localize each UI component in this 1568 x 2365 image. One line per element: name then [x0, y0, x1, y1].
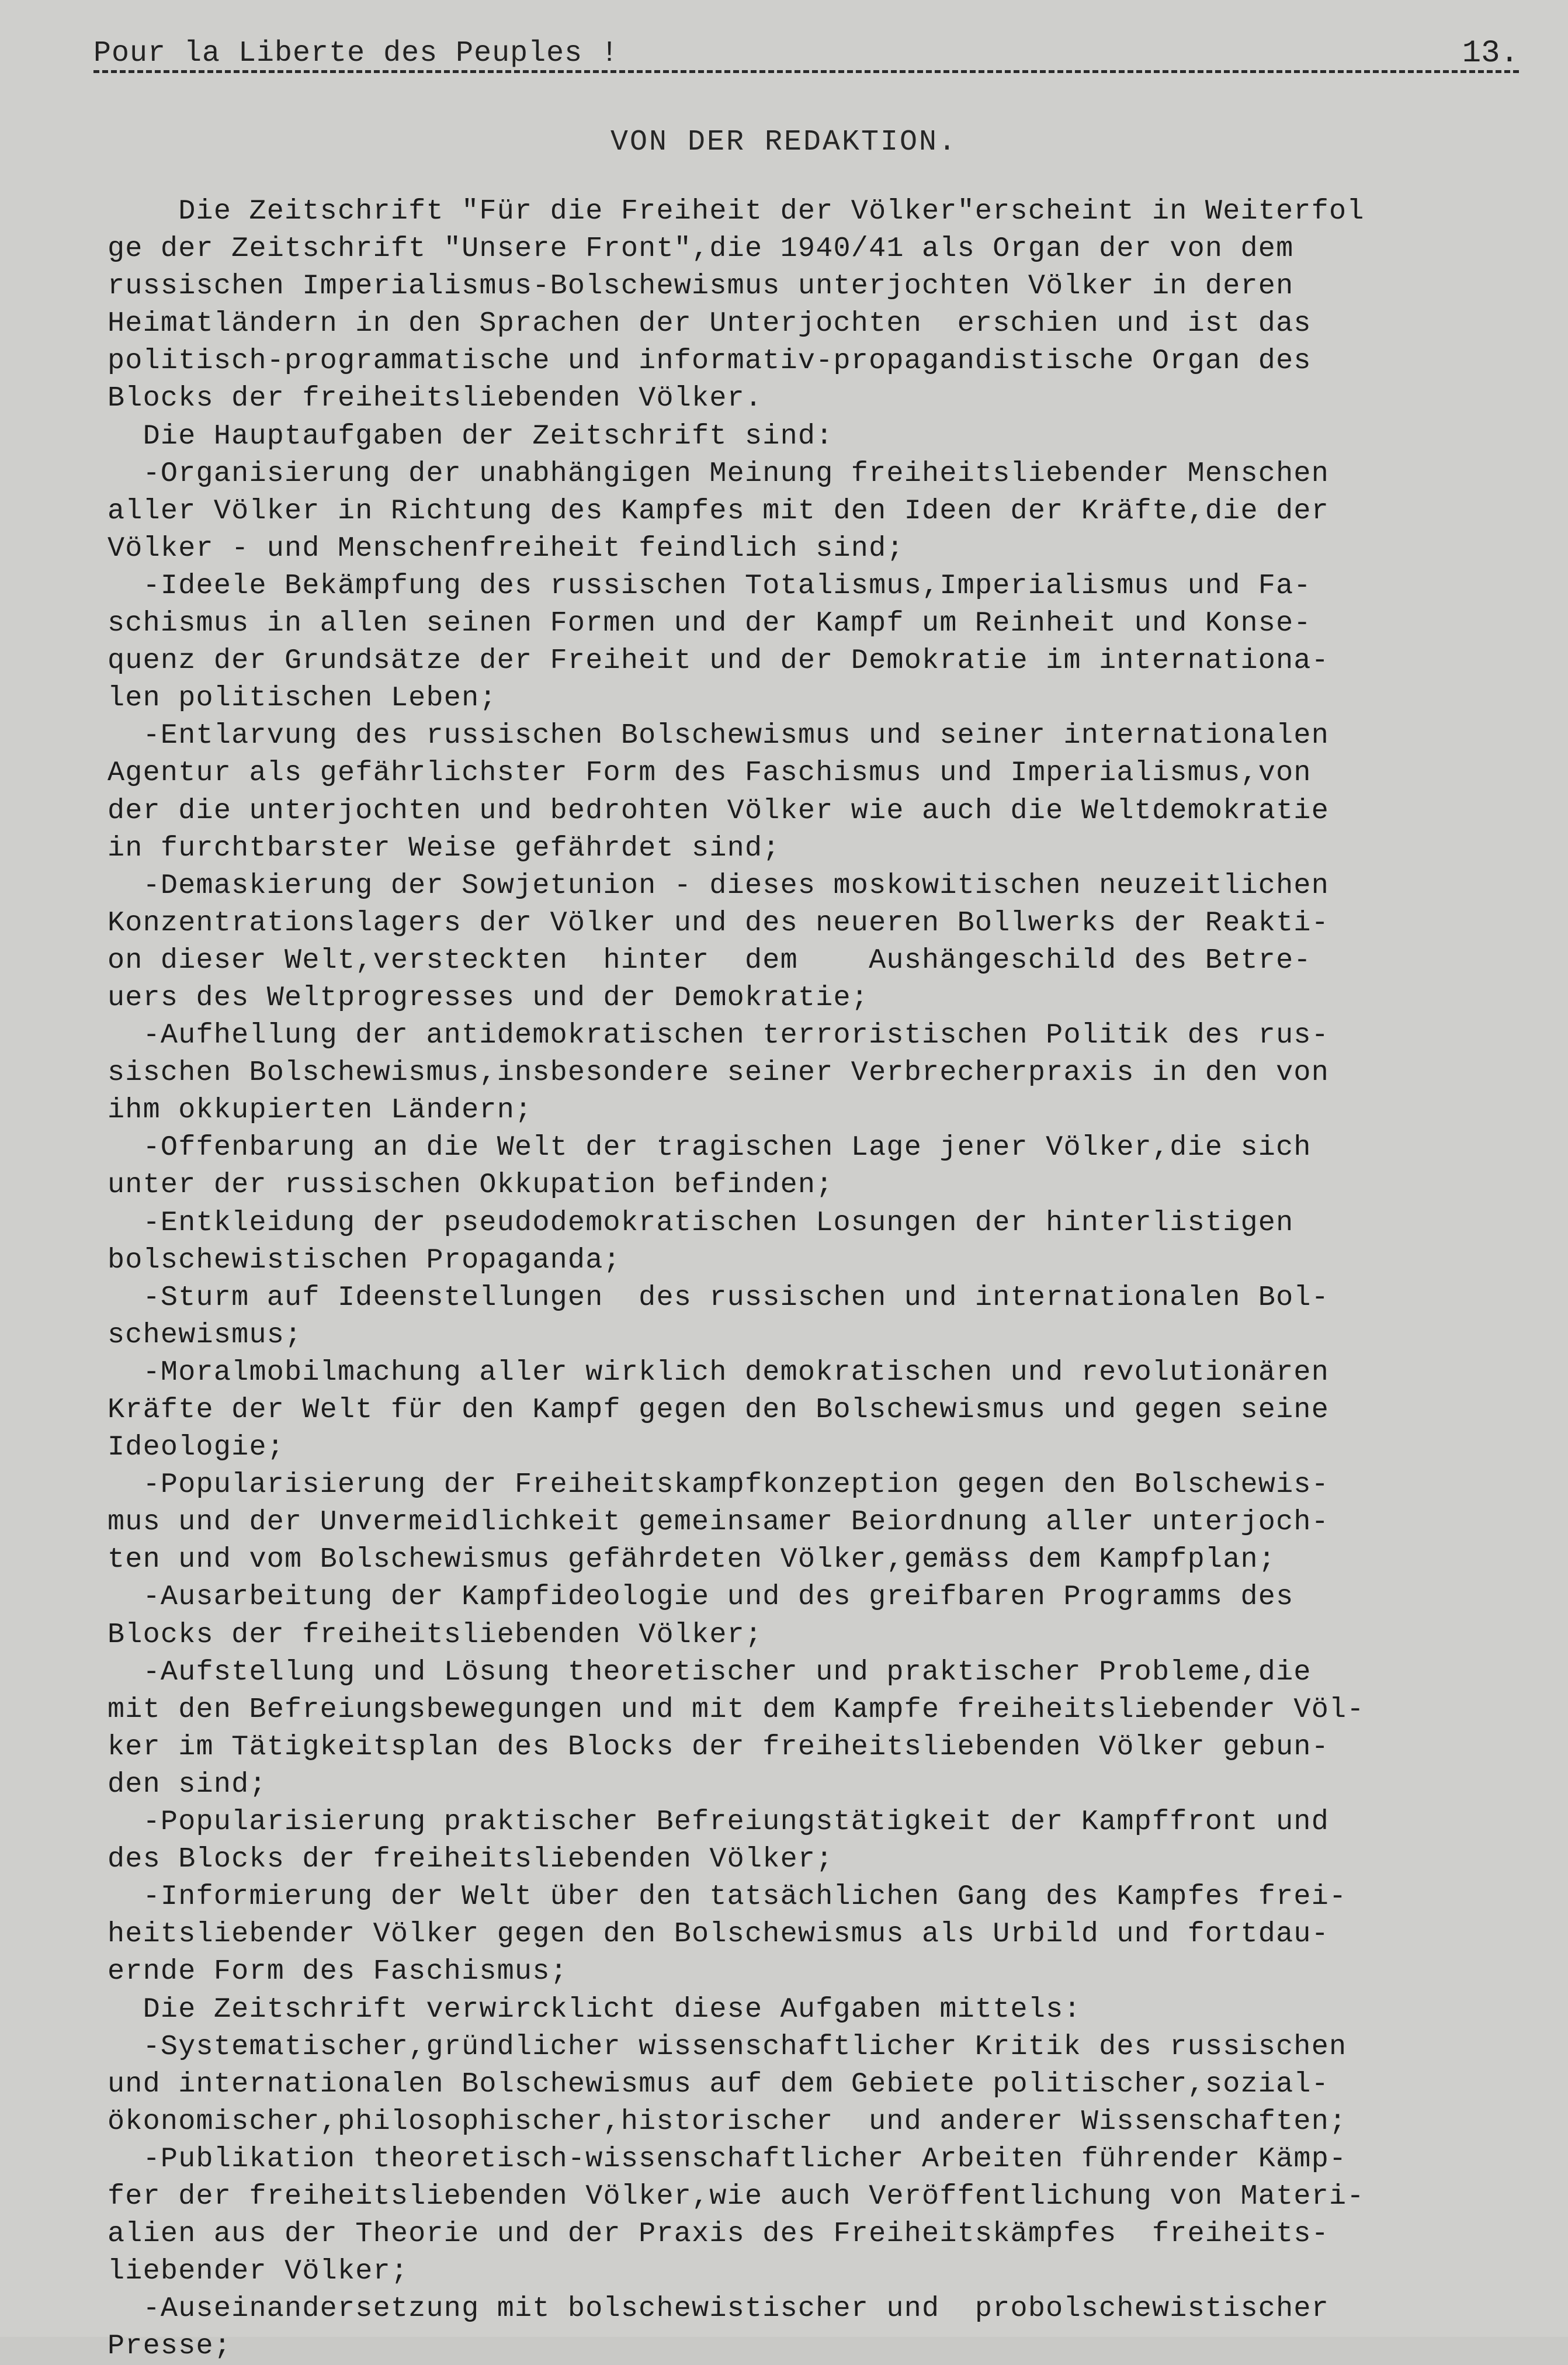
- text-line: -Aufstellung und Lösung theoretischer und praktischer Probleme,die: [107, 1656, 1312, 1688]
- text-line: Die Zeitschrift verwircklicht diese Aufgaben mittels:: [107, 1993, 1081, 2025]
- text-line: -Ideele Bekämpfung des russischen Totalismus,Imperialismus und Fa-: [107, 569, 1312, 602]
- text-line: -Popularisierung praktischer Befreiungstätigkeit der Kampffront und: [107, 1806, 1330, 1838]
- page-header: [93, 36, 1519, 71]
- text-line: mit den Befreiungsbewegungen und mit dem Kampfe freiheitsliebender Völ-: [107, 1693, 1365, 1726]
- text-line: sischen Bolschewismus,insbesondere seiner Verbrecherpraxis in den von: [107, 1057, 1330, 1089]
- text-line: heitsliebender Völker gegen den Bolschewismus als Urbild und fortdau-: [107, 1918, 1330, 1951]
- text-line: schismus in allen seinen Formen und der Kampf um Reinheit und Konse-: [107, 607, 1312, 640]
- text-line: ernde Form des Faschismus;: [107, 1955, 568, 1988]
- text-line: len politischen Leben;: [107, 682, 497, 715]
- text-line: Agentur als gefährlichster Form des Faschismus und Imperialismus,von: [107, 757, 1312, 790]
- text-line: Kräfte der Welt für den Kampf gegen den Bolschewismus und gegen seine: [107, 1394, 1330, 1426]
- text-line: -Entlarvung des russischen Bolschewismus und seiner internationalen: [107, 719, 1330, 752]
- text-line: -Entkleidung der pseudodemokratischen Losungen der hinterlistigen: [107, 1206, 1294, 1239]
- text-line: -Systematischer,gründlicher wissenschaftlicher Kritik des russischen: [107, 2030, 1347, 2063]
- text-line: -Moralmobilmachung aller wirklich demokratischen und revolutionären: [107, 1356, 1330, 1388]
- text-line: und internationalen Bolschewismus auf dem Gebiete politischer,sozial-: [107, 2068, 1330, 2100]
- text-line: liebender Völker;: [107, 2255, 409, 2288]
- text-line: ihm okkupierten Ländern;: [107, 1094, 533, 1127]
- text-line: -Auseinandersetzung mit bolschewistischer und probolschewistischer: [107, 2293, 1330, 2325]
- header-title: Pour la Liberte des Peuples !: [93, 37, 619, 70]
- text-line: schewismus;: [107, 1318, 303, 1351]
- text-line: Heimatländern in den Sprachen der Unterjochten erschien und ist das: [107, 307, 1312, 340]
- text-line: -Aufhellung der antidemokratischen terroristischen Politik des rus-: [107, 1019, 1330, 1052]
- text-line: politisch-programmatische und informativ-propagandistische Organ des: [107, 345, 1312, 378]
- body-text: [107, 193, 1533, 2365]
- text-line: des Blocks der freiheitsliebenden Völker;: [107, 1843, 834, 1876]
- text-line: ökonomischer,philosophischer,historischer und anderer Wissenschaften;: [107, 2105, 1347, 2138]
- text-line: uers des Weltprogresses und der Demokratie;: [107, 981, 869, 1014]
- text-line: -Offenbarung an die Welt der tragischen Lage jener Völker,die sich: [107, 1131, 1312, 1164]
- section-heading: VON DER REDAKTION.: [610, 126, 958, 159]
- text-line: -Publikation theoretisch-wissenschaftlicher Arbeiten führender Kämp-: [107, 2142, 1347, 2175]
- text-line: -Organisierung der unabhängigen Meinung freiheitsliebender Menschen: [107, 457, 1330, 490]
- text-line: ge der Zeitschrift "Unsere Front",die 1940/41 als Organ der von dem: [107, 233, 1294, 265]
- text-line: Die Zeitschrift "Für die Freiheit der Völker"erscheint in Weiterfol: [107, 195, 1365, 227]
- text-line: -Informierung der Welt über den tatsächlichen Gang des Kampfes frei-: [107, 1881, 1347, 1913]
- text-line: den sind;: [107, 1768, 267, 1800]
- text-line: alien aus der Theorie und der Praxis des Freiheitskämpfes freiheits-: [107, 2218, 1330, 2250]
- text-line: Konzentrationslagers der Völker und des neueren Bollwerks der Reakti-: [107, 906, 1330, 939]
- text-line: -Demaskierung der Sowjetunion - dieses moskowitischen neuzeitlichen: [107, 869, 1330, 902]
- text-line: on dieser Welt,versteckten hinter dem Aushängeschild des Betre-: [107, 944, 1312, 977]
- text-line: ker im Tätigkeitsplan des Blocks der freiheitsliebenden Völker gebun-: [107, 1730, 1330, 1763]
- text-line: unter der russischen Okkupation befinden;: [107, 1169, 834, 1201]
- text-line: aller Völker in Richtung des Kampfes mit den Ideen der Kräfte,die der: [107, 494, 1330, 527]
- header-dashed-rule: [93, 70, 1519, 73]
- text-line: Blocks der freiheitsliebenden Völker.: [107, 382, 763, 415]
- page-number: 13.: [1462, 36, 1519, 71]
- text-line: russischen Imperialismus-Bolschewismus unterjochten Völker in deren: [107, 270, 1294, 303]
- text-line: -Popularisierung der Freiheitskampfkonzeption gegen den Bolschewis-: [107, 1469, 1330, 1501]
- text-line: fer der freiheitsliebenden Völker,wie auch Veröffentlichung von Materi-: [107, 2180, 1365, 2212]
- text-line: in furchtbarster Weise gefährdet sind;: [107, 832, 780, 864]
- text-line: mus und der Unvermeidlichkeit gemeinsamer Beiordnung aller unterjoch-: [107, 1506, 1330, 1539]
- text-line: Völker - und Menschenfreiheit feindlich sind;: [107, 532, 904, 565]
- text-line: quenz der Grundsätze der Freiheit und der Demokratie im internationa-: [107, 645, 1330, 677]
- text-line: der die unterjochten und bedrohten Völker wie auch die Weltdemokratie: [107, 794, 1330, 827]
- text-line: Die Hauptaufgaben der Zeitschrift sind:: [107, 420, 834, 452]
- text-line: -Ausarbeitung der Kampfideologie und des greifbaren Programms des: [107, 1581, 1294, 1613]
- text-line: Ideologie;: [107, 1431, 285, 1464]
- text-line: Blocks der freiheitsliebenden Völker;: [107, 1618, 763, 1651]
- text-line: ten und vom Bolschewismus gefährdeten Völker,gemäss dem Kampfplan;: [107, 1543, 1276, 1576]
- text-line: -Sturm auf Ideenstellungen des russischen und internationalen Bol-: [107, 1281, 1330, 1314]
- text-line: Presse;: [107, 2330, 232, 2363]
- text-line: bolschewistischen Propaganda;: [107, 1244, 621, 1276]
